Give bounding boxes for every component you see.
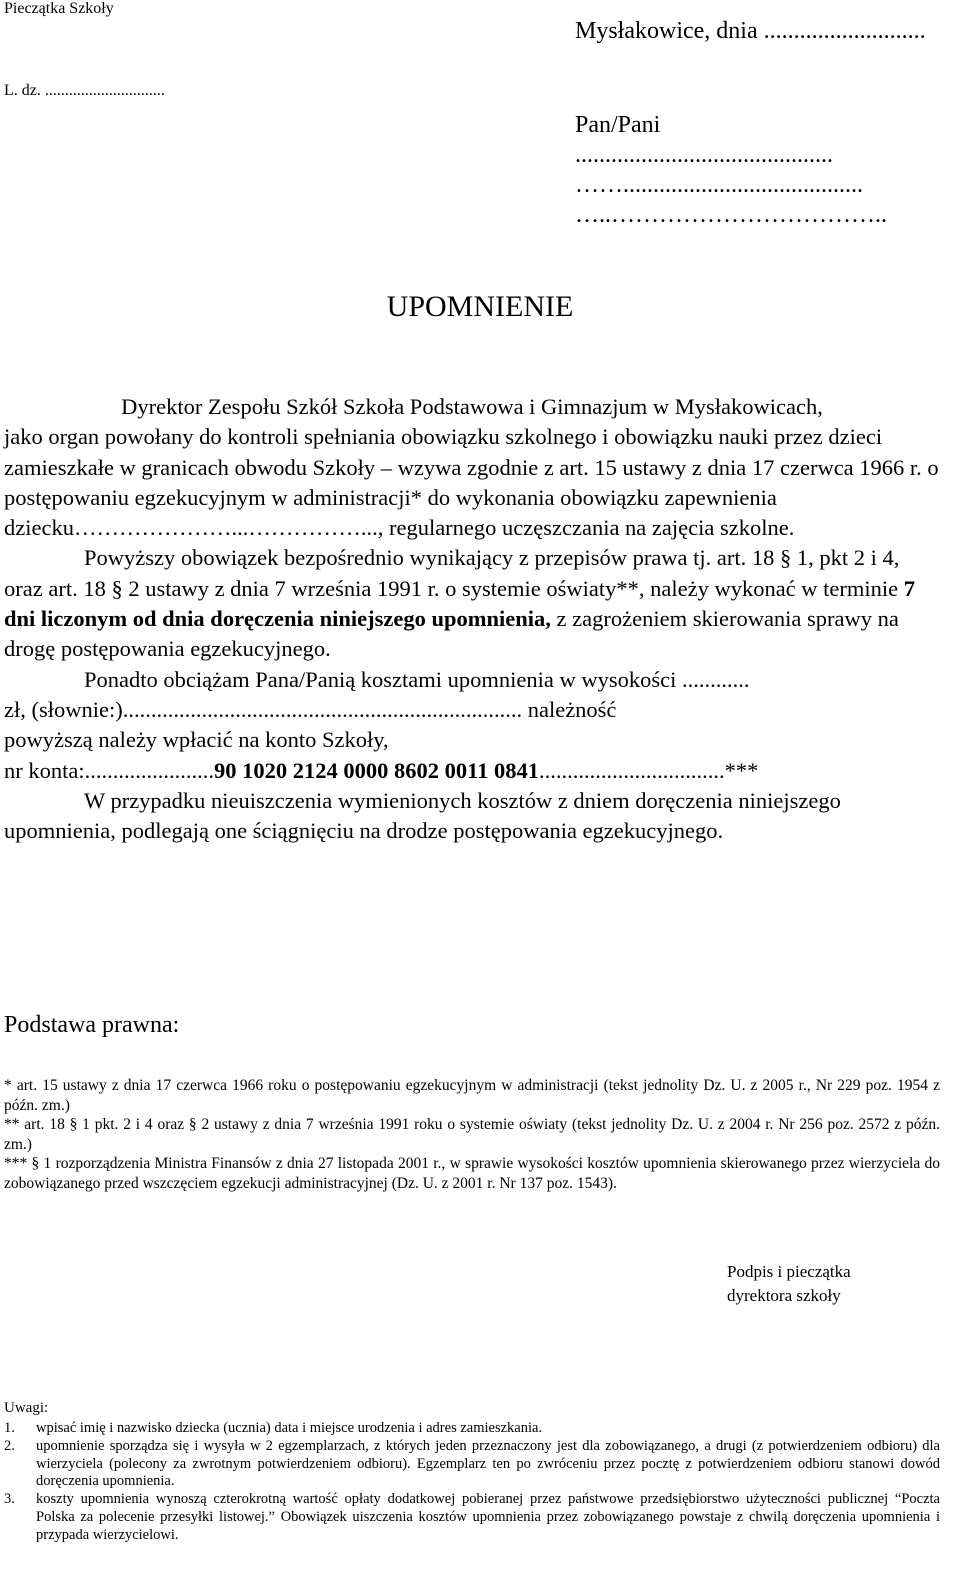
account-prefix: nr konta:....................... [4,757,214,783]
remark-item [4,1438,940,1491]
document-body [4,392,940,846]
addressee-block [575,110,887,230]
addressee-line: …..…………………………….. [575,202,887,228]
remark-item [4,1491,940,1544]
deadline-text: 7 dni liczonym od dnia doręczenia niniejszego upomnienia, [4,575,916,632]
addressee-line: ……........................................ [575,172,863,198]
legal-basis-heading: Podstawa prawna: [4,1012,180,1038]
intro-paragraph: jako organ powołany do kontroli spełniania obowiązku szkolnego i obowiązku nauki przez dzieci zamieszkałe w granicach obwodu Szkoły – wzywa zgodnie z art. 15 ustawy z dnia 17 czerwca 1966 r. o postępowaniu egzekucyjnym w administracji* do wykonania obowiązku zapewnienia dziecku…………………...……………..., regularnego uczęszczania na zajęcia szkolne. [4,424,939,541]
legal-note: ** art. 18 § 1 pkt. 2 i 4 oraz § 2 ustawy z dnia 7 września 1991 roku o systemie oświaty (tekst jednolity Dz. U. z 2004 r. Nr 256 poz. 2572 z późn. zm.) [4,1116,940,1153]
signature-line: Podpis i pieczątka [727,1262,851,1281]
remark-item [4,1420,940,1438]
costs-payment-line: powyższą należy wpłacić na konto Szkoły, [4,727,389,753]
remark-number: 1. [4,1420,15,1436]
addressee-salutation: Pan/Pani [575,112,661,138]
reference-number-line: L. dz. .............................. [4,82,165,99]
legal-note: * art. 15 ustawy z dnia 17 czerwca 1966 roku o postępowaniu egzekucyjnym w administracji (tekst jednolity Dz. U. z 2005 r., Nr 229 poz. 1954 z późn. zm.) [4,1077,940,1114]
intro-paragraph-first-line: Dyrektor Zespołu Szkół Szkoła Podstawowa i Gimnazjum w Mysłakowicach, [121,394,823,419]
document-title: UPOMNIENIE [386,290,574,323]
remark-text: koszty upomnienia wynoszą czterokrotną wartość opłaty dodatkowej pobieranej przez państwowe przedsiębiorstwo użyteczności publicznej “Poczta Polska za polecenie przesyłki listowej.” Obowiązek uiszczenia kosztów upomnienia przez zobowiązanego powstaje z chwilą doręczenia upomnienia i przypada wierzycielowi. [36,1491,940,1543]
signature-line: dyrektora szkoły [727,1286,841,1305]
duty-consequence-text: z zagrożeniem skierowania sprawy na drogę postępowania egzekucyjnego. [4,606,899,662]
remark-number: 2. [4,1437,15,1454]
remark-text: wpisać imię i nazwisko dziecka (ucznia) data i miejsce urodzenia i adres zamieszkania. [36,1420,543,1436]
costs-amount-line: zł, (słownie:)....................................................................... należność [4,696,617,722]
legal-basis-notes [4,1076,940,1194]
date-line: Mysłakowice, dnia ........................... [575,18,926,44]
costs-line: Ponadto obciążam Pana/Panią kosztami upomnienia w wysokości ............ [84,666,750,692]
signature-block [727,1260,851,1308]
duty-paragraph [4,543,940,664]
remarks-heading: Uwagi: [4,1400,49,1416]
account-line [4,756,940,786]
remark-text: upomnienie sporządza się i wysyła w 2 egzemplarzach, z których jeden przeznaczony jest dla zobowiązanego, a drugi (z potwierdzeniem odbioru) dla wierzyciela (polecony za zwrotnym potwierdzeniem odbioru). Egzemplarz ten po zwróceniu przez pocztę z potwierdzeniem odbioru stanowi dowód doręczenia upomnienia. [36,1437,940,1490]
remark-number: 3. [4,1491,15,1508]
account-suffix: .................................*** [539,757,759,783]
school-stamp-label: Pieczątka Szkoły [4,0,114,17]
legal-note: *** § 1 rozporządzenia Ministra Finansów z dnia 27 listopada 2001 r., w sprawie wysokości kosztów upomnienia skierowanego przez wierzyciela do zobowiązanego przed wszczęciem egzekucji administracyjnej (Dz. U. z 2001 r. Nr 137 poz. 1543). [4,1155,940,1192]
addressee-line: ........................................... [575,142,833,168]
remarks-list [4,1420,940,1545]
account-number: 90 1020 2124 0000 8602 0011 0841 [213,757,539,783]
duty-text: Powyższy obowiązek bezpośrednio wynikający z przepisów prawa tj. art. 18 § 1, pkt 2 i 4, oraz art. 18 § 2 ustawy z dnia 7 września 1991 r. o systemie oświaty**, należy wykonać w terminie [4,545,904,601]
nonpayment-paragraph: W przypadku nieuiszczenia wymienionych kosztów z dniem doręczenia niniejszego upomnienia, podlegają one ściągnięciu na drodze postępowania egzekucyjnego. [4,787,841,844]
